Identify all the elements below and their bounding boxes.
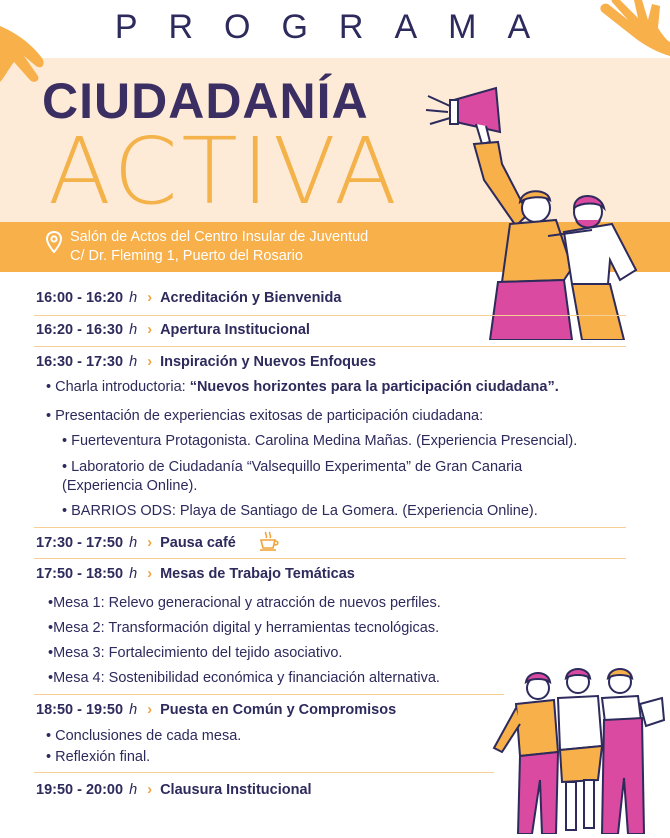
mesa-item-3: •Mesa 3: Fortalecimiento del tejido asociativo. bbox=[48, 645, 343, 661]
hand-right-illustration bbox=[582, 0, 670, 62]
charla-prefix: • Charla introductoria: bbox=[46, 379, 190, 395]
hour-suffix: h bbox=[129, 782, 138, 798]
divider bbox=[34, 315, 626, 316]
mesa-item-1: •Mesa 1: Relevo generacional y atracción de nuevos perfiles. bbox=[48, 595, 441, 611]
hour-suffix: h bbox=[129, 566, 138, 582]
location-venue: Salón de Actos del Centro Insular de Juventud bbox=[70, 229, 369, 245]
schedule-row-1 bbox=[36, 290, 341, 306]
hour-suffix: h bbox=[129, 702, 138, 718]
schedule-title: Inspiración y Nuevos Enfoques bbox=[160, 354, 377, 370]
schedule-row-6 bbox=[36, 702, 396, 718]
charla-title: “Nuevos horizontes para la participación ciudadana”. bbox=[189, 379, 559, 395]
experience-item-3: • BARRIOS ODS: Playa de Santiago de La Gomera. (Experiencia Online). bbox=[62, 503, 538, 519]
location-address: C/ Dr. Fleming 1, Puerto del Rosario bbox=[70, 248, 303, 264]
schedule-row-4 bbox=[36, 535, 236, 551]
schedule-time: 16:30 - 17:30 bbox=[36, 354, 124, 370]
schedule-title: Acreditación y Bienvenida bbox=[160, 290, 342, 306]
programa-heading: PROGRAMA bbox=[114, 8, 562, 46]
schedule-time: 16:20 - 16:30 bbox=[36, 322, 124, 338]
schedule-time: 16:00 - 16:20 bbox=[36, 290, 124, 306]
divider bbox=[34, 772, 494, 773]
schedule-title: Puesta en Común y Compromisos bbox=[160, 702, 397, 718]
mesa-item-2: •Mesa 2: Transformación digital y herramientas tecnológicas. bbox=[48, 620, 440, 636]
schedule-title: Clausura Institucional bbox=[160, 782, 312, 798]
title-ciudadania: CIUDADANÍA bbox=[42, 73, 369, 129]
divider bbox=[34, 558, 626, 559]
title-activa: ACTIVA bbox=[48, 118, 401, 225]
schedule-row-3 bbox=[36, 354, 376, 370]
chevron-right-icon: › bbox=[147, 322, 153, 338]
puesta-item-1: • Conclusiones de cada mesa. bbox=[46, 728, 242, 744]
coffee-cup-icon bbox=[258, 530, 280, 552]
mesa-item-4: •Mesa 4: Sostenibilidad económica y financiación alternativa. bbox=[48, 670, 440, 686]
presentacion-item: • Presentación de experiencias exitosas de participación ciudadana: bbox=[46, 408, 484, 424]
experience-item-2: • Laboratorio de Ciudadanía “Valsequillo Experimenta” de Gran Canaria bbox=[62, 459, 523, 475]
puesta-item-2: • Reflexión final. bbox=[46, 749, 151, 765]
hour-suffix: h bbox=[129, 322, 138, 338]
schedule-title: Apertura Institucional bbox=[160, 322, 310, 338]
experience-item-2-cont: (Experiencia Online). bbox=[62, 478, 198, 494]
chevron-right-icon: › bbox=[147, 354, 153, 370]
schedule-time: 17:30 - 17:50 bbox=[36, 535, 124, 551]
schedule-row-2 bbox=[36, 322, 310, 338]
divider bbox=[34, 346, 626, 347]
schedule-time: 19:50 - 20:00 bbox=[36, 782, 124, 798]
hour-suffix: h bbox=[129, 354, 138, 370]
experience-item-1: • Fuerteventura Protagonista. Carolina Medina Mañas. (Experiencia Presencial). bbox=[62, 433, 578, 449]
hour-suffix: h bbox=[129, 290, 138, 306]
schedule-time: 17:50 - 18:50 bbox=[36, 566, 124, 582]
schedule-title: Mesas de Trabajo Temáticas bbox=[160, 566, 355, 582]
chevron-right-icon: › bbox=[147, 566, 153, 582]
hour-suffix: h bbox=[129, 535, 138, 551]
location-pin-icon bbox=[46, 231, 62, 253]
chevron-right-icon: › bbox=[147, 290, 153, 306]
chevron-right-icon: › bbox=[147, 702, 153, 718]
schedule-row-7 bbox=[36, 782, 312, 798]
divider bbox=[34, 527, 626, 528]
chevron-right-icon: › bbox=[147, 535, 153, 551]
people-megaphone-illustration bbox=[424, 84, 670, 340]
schedule-row-5 bbox=[36, 566, 355, 582]
charla-item bbox=[46, 379, 559, 395]
chevron-right-icon: › bbox=[147, 782, 153, 798]
schedule-time: 18:50 - 19:50 bbox=[36, 702, 124, 718]
group-people-illustration bbox=[486, 668, 666, 834]
divider bbox=[34, 694, 504, 695]
schedule-title: Pausa café bbox=[160, 535, 236, 551]
